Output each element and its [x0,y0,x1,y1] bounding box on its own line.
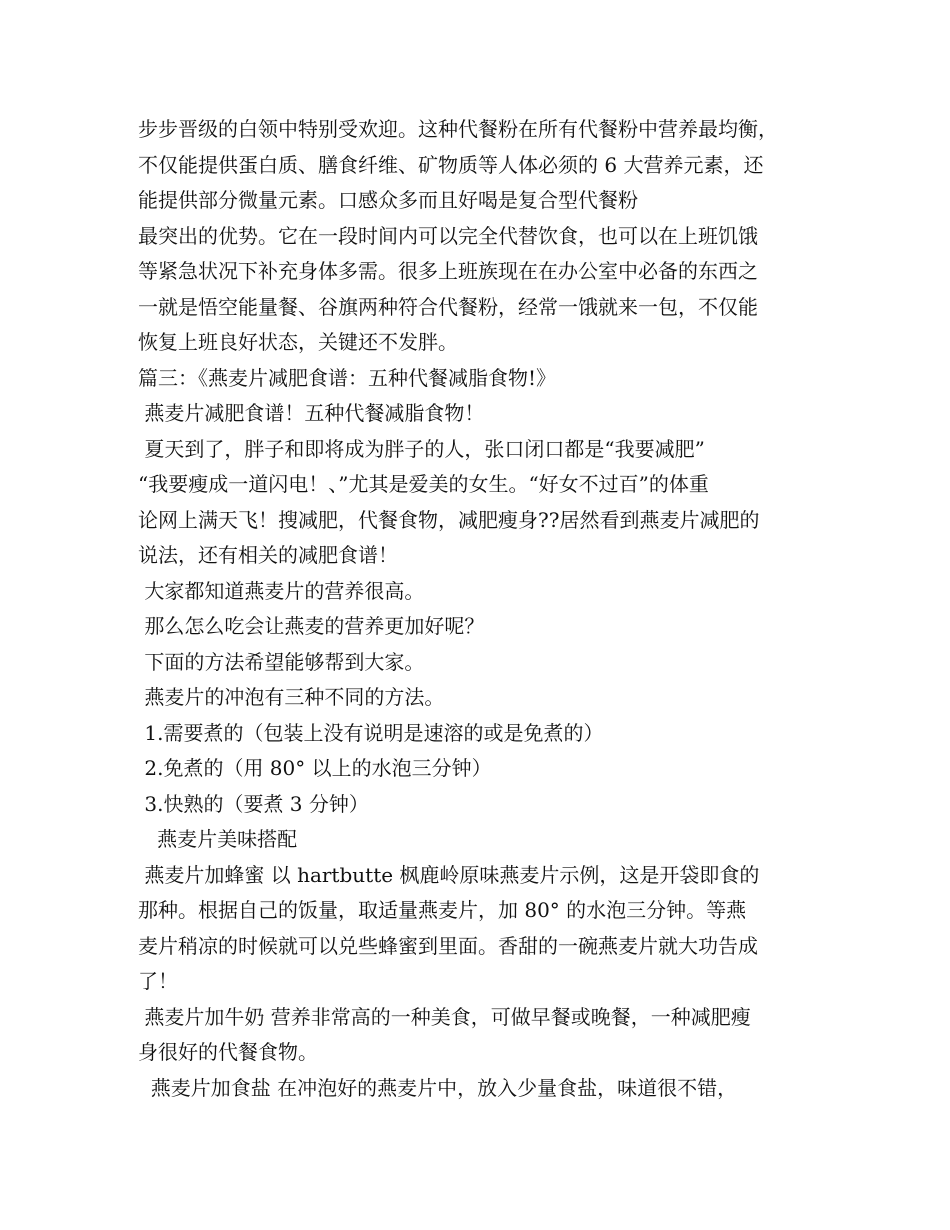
text-line: 下面的方法希望能够帮到大家。 [138,649,425,674]
text-line: 了！ [138,969,178,993]
text-line: 大家都知道燕麦片的营养很高。 [138,578,425,603]
text-line: 篇三：《燕麦片减肥食谱：五种代餐减脂食物!》 [138,365,557,390]
text-line: 能提供部分微量元素。口感众多而且好喝是复合型代餐粉 [138,188,638,212]
text-line: 3.快熟的（要煮 3 分钟） [138,791,369,816]
text-line: 燕麦片的冲泡有三种不同的方法。 [138,685,445,709]
text-line: 那么怎么吃会让燕麦的营养更加好呢？ [138,614,485,638]
text-line: 说法，还有相关的减肥食谱！ [138,543,398,567]
text-line: 那种。根据自己的饭量，取适量燕麦片，加 80° 的水泡三分钟。等燕 [138,898,747,922]
text-line: 1.需要煮的（包装上没有说明是速溶的或是免煮的） [138,720,604,745]
text-line: 等紧急状况下补充身体多需。很多上班族现在在办公室中必备的东西之 [138,259,758,283]
text-line: 燕麦片加食盐 在冲泡好的燕麦片中，放入少量食盐，味道很不错， [138,1075,738,1100]
text-line: 不仅能提供蛋白质、膳食纤维、矿物质等人体必须的 6 大营养元素，还 [138,152,764,177]
text-line: 夏天到了，胖子和即将成为胖子的人，张口闭口都是“我要减肥” [138,436,705,461]
text-line: 燕麦片加牛奶 营养非常高的一种美食，可做早餐或晚餐，一种减肥瘦 [138,1004,751,1029]
text-line: 麦片稍凉的时候就可以兑些蜂蜜到里面。香甜的一碗燕麦片就大功告成 [138,933,758,958]
text-line: 论网上满天飞！搜减肥，代餐食物，减肥瘦身??居然看到燕麦片减肥的 [138,507,760,532]
text-line: 步步晋级的白领中特别受欢迎。这种代餐粉在所有代餐粉中营养最均衡， [138,117,778,141]
text-line: 2.免煮的（用 80° 以上的水泡三分钟） [138,756,492,780]
text-line: 身很好的代餐食物。 [138,1040,318,1064]
text-line: 燕麦片美味搭配 [138,827,298,851]
text-line: 一就是悟空能量餐、谷旗两种符合代餐粉，经常一饿就来一包，不仅能 [138,294,758,319]
text-line: “我要瘦成一道闪电！、”尤其是爱美的女生。“好女不过百”的体重 [138,472,709,496]
text-line: 燕麦片减肥食谱！五种代餐减脂食物！ [138,401,485,425]
text-line: 恢复上班良好状态，关键还不发胖。 [138,330,458,354]
text-line: 燕麦片加蜂蜜 以 hartbutte 枫鹿岭原味燕麦片示例，这是开袋即食的 [138,862,760,887]
text-line: 最突出的优势。它在一段时间内可以完全代替饮食，也可以在上班饥饿 [138,223,758,248]
document-body [138,112,838,1106]
